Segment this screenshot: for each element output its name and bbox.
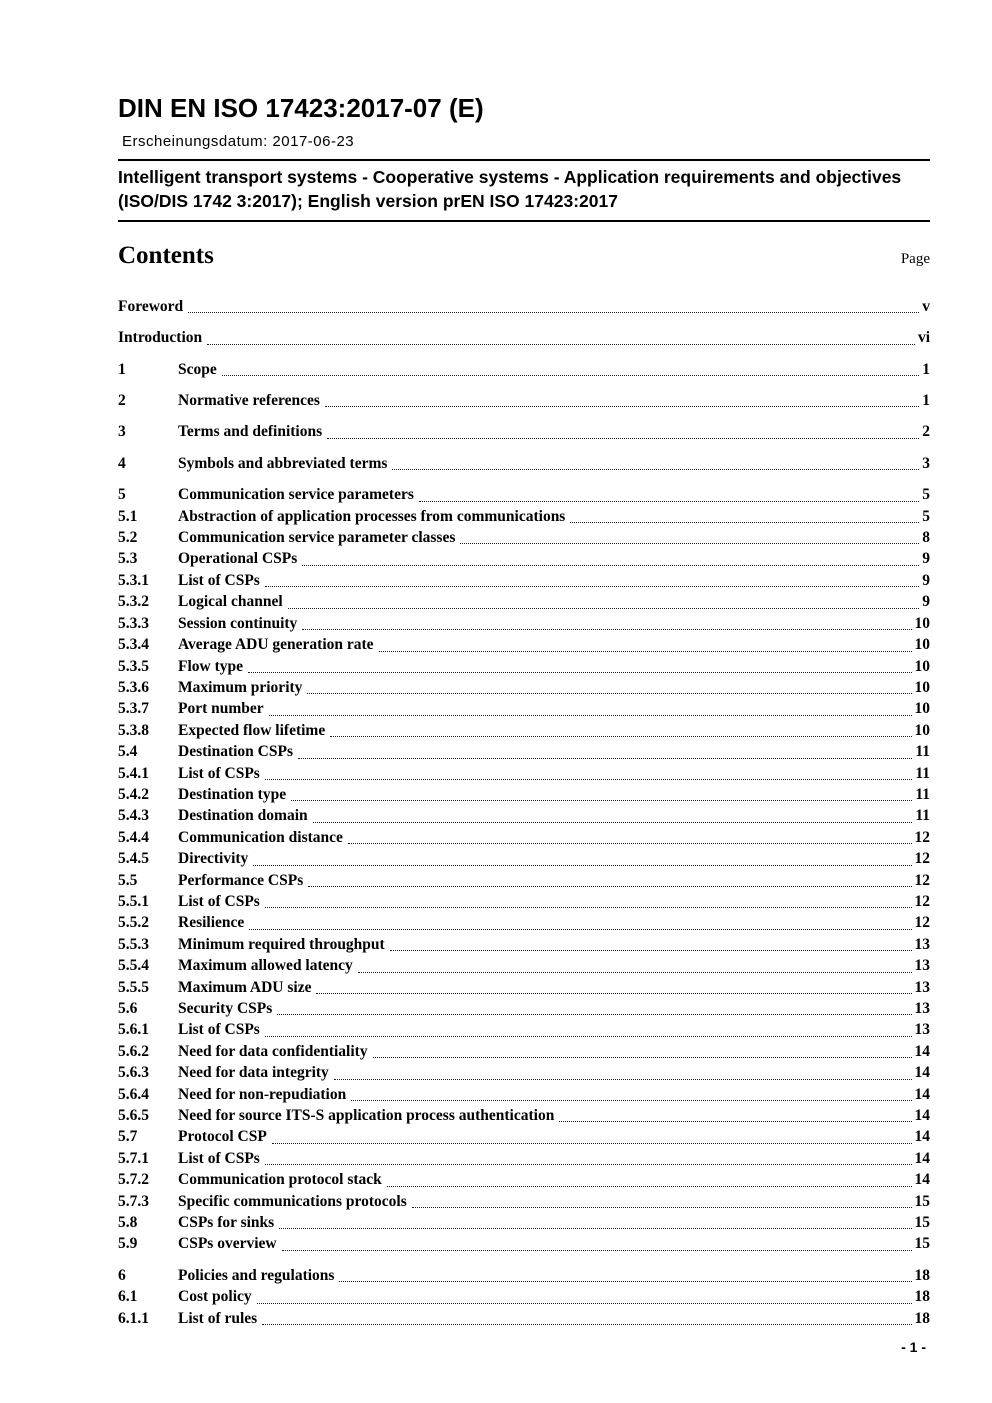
toc-entry-page: 2 xyxy=(922,423,930,441)
toc-entry-number: 5.4.3 xyxy=(118,807,149,825)
toc-entry-number: 5.8 xyxy=(118,1214,138,1232)
dot-leader xyxy=(298,741,912,762)
dot-leader xyxy=(302,613,911,634)
dot-leader xyxy=(358,955,912,976)
toc-entry-page: 10 xyxy=(914,721,930,739)
toc-entry-title: Need for non-repudiation xyxy=(178,1085,347,1103)
dot-leader xyxy=(265,763,913,784)
toc-entry[interactable] xyxy=(118,1308,930,1329)
toc-entry-page: 13 xyxy=(914,978,930,996)
page-column-label: Page xyxy=(900,250,930,267)
toc-entry-page: 13 xyxy=(914,957,930,975)
toc-entry-number: 5.3.5 xyxy=(118,657,149,675)
toc-entry[interactable] xyxy=(118,527,930,548)
toc-entry-title: List of CSPs xyxy=(178,1021,260,1039)
toc-entry-title: Average ADU generation rate xyxy=(178,636,374,654)
toc-entry[interactable] xyxy=(118,955,930,976)
toc-entry-page: 14 xyxy=(914,1171,930,1189)
toc-entry-number: 5.5.4 xyxy=(118,957,149,975)
dot-leader xyxy=(265,891,912,912)
toc-entry-title: Security CSPs xyxy=(178,1000,273,1018)
toc-entry[interactable] xyxy=(118,827,930,848)
toc-entry[interactable] xyxy=(118,805,930,826)
toc-entry-page: 8 xyxy=(922,529,930,547)
dot-leader xyxy=(291,784,912,805)
dot-leader xyxy=(327,421,919,442)
dot-leader xyxy=(316,977,911,998)
dot-leader xyxy=(390,934,912,955)
toc-entry[interactable] xyxy=(118,484,930,505)
toc-entry-title: Policies and regulations xyxy=(178,1266,335,1284)
contents-heading: Contents xyxy=(118,241,214,269)
dot-leader xyxy=(207,327,915,348)
toc-entry[interactable] xyxy=(118,1041,930,1062)
toc-entry[interactable] xyxy=(118,870,930,891)
dot-leader xyxy=(288,591,920,612)
toc-entry-number: 5.4.1 xyxy=(118,764,149,782)
toc-entry-title: Communication service parameter classes xyxy=(178,529,456,547)
toc-entry[interactable] xyxy=(118,548,930,569)
toc-entry-page: 14 xyxy=(914,1128,930,1146)
toc-entry-title: List of CSPs xyxy=(178,764,260,782)
toc-entry-title: Specific communications protocols xyxy=(178,1192,407,1210)
toc-entry-title: Normative references xyxy=(178,392,320,410)
toc-entry-number: 5.5.1 xyxy=(118,892,149,910)
toc-entry[interactable] xyxy=(118,327,930,348)
toc-entry-title: Expected flow lifetime xyxy=(178,721,326,739)
toc-entry-page: 10 xyxy=(914,700,930,718)
toc-entry-title: Foreword xyxy=(118,297,184,315)
toc-entry[interactable] xyxy=(118,296,930,317)
toc-entry[interactable] xyxy=(118,998,930,1019)
toc-entry-title: Protocol CSP xyxy=(178,1128,267,1146)
toc-entry-page: 11 xyxy=(915,785,930,803)
dot-leader xyxy=(334,1062,912,1083)
toc-entry[interactable] xyxy=(118,698,930,719)
toc-entry-title: Maximum allowed latency xyxy=(178,957,353,975)
toc-entry-number: 5.5.5 xyxy=(118,978,149,996)
toc-entry-title: Need for data confidentiality xyxy=(178,1042,368,1060)
toc-entry-number: 5.3.4 xyxy=(118,636,149,654)
toc-entry-title: List of CSPs xyxy=(178,892,260,910)
document-header xyxy=(118,95,930,222)
toc-entry-page: 1 xyxy=(922,392,930,410)
toc-entry[interactable] xyxy=(118,763,930,784)
toc-entry-title: Logical channel xyxy=(178,593,283,611)
toc-entry[interactable] xyxy=(118,506,930,527)
dot-leader xyxy=(265,1019,912,1040)
dot-leader xyxy=(308,870,911,891)
toc-entry-page: 11 xyxy=(915,764,930,782)
dot-leader xyxy=(265,1148,912,1169)
toc-entry[interactable] xyxy=(118,1084,930,1105)
toc-entry-page: 12 xyxy=(914,850,930,868)
dot-leader xyxy=(265,570,919,591)
toc-entry-title: List of rules xyxy=(178,1309,258,1327)
toc-entry-number: 5.5.2 xyxy=(118,914,149,932)
dot-leader xyxy=(269,698,912,719)
toc-entry-number: 5.6.4 xyxy=(118,1085,149,1103)
toc-entry[interactable] xyxy=(118,1169,930,1190)
toc-entry[interactable] xyxy=(118,741,930,762)
toc-entry-title: Performance CSPs xyxy=(178,871,304,889)
toc-entry[interactable] xyxy=(118,934,930,955)
toc-entry-page: v xyxy=(922,297,930,315)
toc-entry-title: CSPs for sinks xyxy=(178,1214,275,1232)
toc-entry-page: 13 xyxy=(914,1021,930,1039)
toc-entry-title: Session continuity xyxy=(178,614,298,632)
toc-entry[interactable] xyxy=(118,390,930,411)
toc-entry[interactable] xyxy=(118,1265,930,1286)
toc-entry-number: 5.6.3 xyxy=(118,1064,149,1082)
publication-date: Erscheinungsdatum: 2017-06-23 xyxy=(122,133,355,151)
toc-entry-number: 5.3.6 xyxy=(118,678,149,696)
dot-leader xyxy=(307,677,911,698)
toc-entry-page: 11 xyxy=(915,807,930,825)
toc-entry-title: Operational CSPs xyxy=(178,550,298,568)
dot-leader xyxy=(313,805,913,826)
toc-entry-page: 10 xyxy=(914,678,930,696)
toc-entry[interactable] xyxy=(118,591,930,612)
toc-entry-title: Cost policy xyxy=(178,1288,252,1306)
page-number: - 1 - xyxy=(901,1339,926,1355)
dot-leader xyxy=(302,548,919,569)
toc-entry-page: 10 xyxy=(914,614,930,632)
toc-entry[interactable] xyxy=(118,912,930,933)
toc-entry-title: Need for source ITS-S application process authentication xyxy=(178,1107,555,1125)
toc-entry-page: 12 xyxy=(914,892,930,910)
toc-entry[interactable] xyxy=(118,1191,930,1212)
toc-entry[interactable] xyxy=(118,1286,930,1307)
toc-entry-title: Resilience xyxy=(178,914,245,932)
toc-entry-title: Terms and definitions xyxy=(178,423,323,441)
dot-leader xyxy=(253,848,911,869)
toc-entry-number: 5.3 xyxy=(118,550,138,568)
toc-entry-number: 5.9 xyxy=(118,1235,138,1253)
toc-entry[interactable] xyxy=(118,1212,930,1233)
toc-entry-number: 5.4 xyxy=(118,743,138,761)
toc-entry-page: 18 xyxy=(914,1309,930,1327)
toc-entry[interactable] xyxy=(118,453,930,474)
toc-entry[interactable] xyxy=(118,784,930,805)
table-of-contents xyxy=(118,270,930,1329)
toc-entry-title: Minimum required throughput xyxy=(178,935,385,953)
toc-entry-page: 15 xyxy=(914,1214,930,1232)
toc-entry-title: CSPs overview xyxy=(178,1235,277,1253)
dot-leader xyxy=(373,1041,912,1062)
toc-entry[interactable] xyxy=(118,1233,930,1254)
toc-entry[interactable] xyxy=(118,1062,930,1083)
toc-entry-title: Communication distance xyxy=(178,828,343,846)
dot-leader xyxy=(222,359,920,380)
toc-entry-page: 1 xyxy=(922,360,930,378)
toc-entry-page: 14 xyxy=(914,1107,930,1125)
toc-entry-page: 14 xyxy=(914,1085,930,1103)
toc-entry-number: 5.3.2 xyxy=(118,593,149,611)
toc-entry-number: 5.7.2 xyxy=(118,1171,149,1189)
toc-entry-number: 5.4.4 xyxy=(118,828,149,846)
toc-entry[interactable] xyxy=(118,1105,930,1126)
toc-entry-title: Need for data integrity xyxy=(178,1064,329,1082)
toc-entry-number: 3 xyxy=(118,423,126,441)
toc-entry-page: 9 xyxy=(922,550,930,568)
dot-leader xyxy=(277,998,911,1019)
dot-leader xyxy=(262,1308,911,1329)
toc-entry[interactable] xyxy=(118,848,930,869)
toc-entry[interactable] xyxy=(118,1126,930,1147)
dot-leader xyxy=(379,634,912,655)
dot-leader xyxy=(412,1191,912,1212)
toc-entry-page: 3 xyxy=(922,454,930,472)
toc-entry-page: 10 xyxy=(914,657,930,675)
toc-entry-title: Introduction xyxy=(118,329,203,347)
toc-entry-number: 4 xyxy=(118,454,126,472)
toc-entry[interactable] xyxy=(118,570,930,591)
toc-entry-number: 5.6.5 xyxy=(118,1107,149,1125)
toc-entry-title: Maximum priority xyxy=(178,678,303,696)
toc-entry-number: 5.2 xyxy=(118,529,138,547)
doc-number: DIN EN ISO 17423:2017-07 (E) xyxy=(118,93,484,123)
toc-entry-page: 12 xyxy=(914,871,930,889)
dot-leader xyxy=(387,1169,912,1190)
toc-entry[interactable] xyxy=(118,656,930,677)
toc-entry-title: Communication service parameters xyxy=(178,486,414,504)
toc-entry-number: 6 xyxy=(118,1266,126,1284)
toc-entry-number: 5.5 xyxy=(118,871,138,889)
toc-entry-page: 18 xyxy=(914,1288,930,1306)
toc-entry-title: Abstraction of application processes from communications xyxy=(178,507,566,525)
doc-title: Intelligent transport systems - Cooperative systems - Application requirements and objectives (ISO/DIS 1742 3:2017); English version prEN ISO 17423:2017 xyxy=(118,167,902,211)
toc-entry-page: 15 xyxy=(914,1192,930,1210)
page-footer xyxy=(901,1339,926,1355)
toc-entry[interactable] xyxy=(118,977,930,998)
dot-leader xyxy=(249,912,911,933)
toc-entry[interactable] xyxy=(118,634,930,655)
toc-entry-number: 6.1.1 xyxy=(118,1309,149,1327)
dot-leader xyxy=(248,656,911,677)
dot-leader xyxy=(570,506,919,527)
toc-entry[interactable] xyxy=(118,613,930,634)
toc-entry[interactable] xyxy=(118,421,930,442)
toc-entry-number: 5.7.1 xyxy=(118,1149,149,1167)
toc-entry-title: Scope xyxy=(178,360,217,378)
toc-entry-page: 9 xyxy=(922,593,930,611)
toc-entry-page: 5 xyxy=(922,486,930,504)
toc-entry-number: 6.1 xyxy=(118,1288,138,1306)
toc-entry-number: 1 xyxy=(118,360,126,378)
dot-leader xyxy=(460,527,919,548)
dot-leader xyxy=(188,296,919,317)
contents-header xyxy=(118,242,930,270)
toc-entry-page: 12 xyxy=(914,828,930,846)
toc-entry-page: 12 xyxy=(914,914,930,932)
toc-entry[interactable] xyxy=(118,359,930,380)
dot-leader xyxy=(272,1126,912,1147)
toc-entry-number: 5.1 xyxy=(118,507,138,525)
toc-entry-number: 5.3.3 xyxy=(118,614,149,632)
toc-entry-page: 14 xyxy=(914,1064,930,1082)
toc-entry-page: 9 xyxy=(922,571,930,589)
toc-entry-number: 5.4.2 xyxy=(118,785,149,803)
dot-leader xyxy=(419,484,919,505)
toc-entry-title: Port number xyxy=(178,700,264,718)
toc-entry-title: List of CSPs xyxy=(178,571,260,589)
dot-leader xyxy=(330,720,911,741)
toc-entry-number: 5.7.3 xyxy=(118,1192,149,1210)
dot-leader xyxy=(282,1233,912,1254)
dot-leader xyxy=(279,1212,911,1233)
toc-entry-title: Destination domain xyxy=(178,807,308,825)
toc-entry[interactable] xyxy=(118,720,930,741)
toc-entry-number: 5.5.3 xyxy=(118,935,149,953)
toc-entry-page: 14 xyxy=(914,1149,930,1167)
toc-entry-page: 10 xyxy=(914,636,930,654)
toc-entry-page: 13 xyxy=(914,1000,930,1018)
toc-entry[interactable] xyxy=(118,891,930,912)
toc-entry-page: 14 xyxy=(914,1042,930,1060)
dot-leader xyxy=(339,1265,911,1286)
toc-entry-number: 5.7 xyxy=(118,1128,138,1146)
toc-entry-number: 5.6 xyxy=(118,1000,138,1018)
toc-entry-page: 5 xyxy=(922,507,930,525)
toc-entry-number: 5 xyxy=(118,486,126,504)
toc-entry-page: 11 xyxy=(915,743,930,761)
dot-leader xyxy=(392,453,919,474)
toc-entry[interactable] xyxy=(118,677,930,698)
toc-entry-page: 15 xyxy=(914,1235,930,1253)
toc-entry-page: 18 xyxy=(914,1266,930,1284)
dot-leader xyxy=(325,390,919,411)
toc-entry-title: List of CSPs xyxy=(178,1149,260,1167)
toc-entry-title: Flow type xyxy=(178,657,244,675)
dot-leader xyxy=(559,1105,911,1126)
toc-entry[interactable] xyxy=(118,1019,930,1040)
toc-entry-number: 5.4.5 xyxy=(118,850,149,868)
toc-entry-page: 13 xyxy=(914,935,930,953)
toc-entry-title: Maximum ADU size xyxy=(178,978,312,996)
dot-leader xyxy=(348,827,912,848)
toc-entry-title: Communication protocol stack xyxy=(178,1171,382,1189)
toc-entry-number: 5.3.7 xyxy=(118,700,149,718)
toc-entry-page: vi xyxy=(917,329,930,347)
toc-entry-title: Destination CSPs xyxy=(178,743,293,761)
toc-entry[interactable] xyxy=(118,1148,930,1169)
dot-leader xyxy=(257,1286,912,1307)
toc-entry-number: 5.6.2 xyxy=(118,1042,149,1060)
divider-bottom xyxy=(118,220,930,222)
toc-entry-title: Destination type xyxy=(178,785,287,803)
toc-entry-title: Directivity xyxy=(178,850,249,868)
toc-entry-number: 2 xyxy=(118,392,126,410)
toc-entry-title: Symbols and abbreviated terms xyxy=(178,454,388,472)
toc-entry-number: 5.3.1 xyxy=(118,571,149,589)
toc-entry-number: 5.6.1 xyxy=(118,1021,149,1039)
toc-entry-number: 5.3.8 xyxy=(118,721,149,739)
dot-leader xyxy=(351,1084,911,1105)
